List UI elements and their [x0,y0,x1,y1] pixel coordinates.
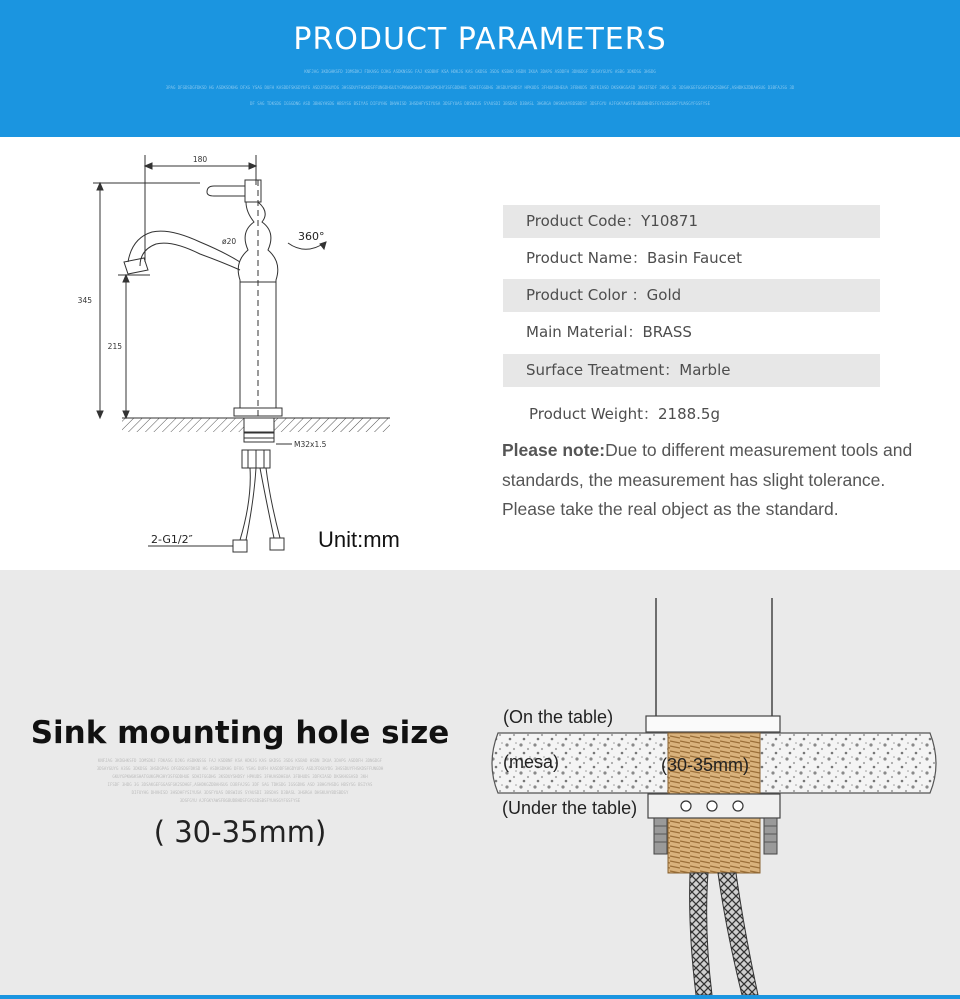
spec-value: 2188.5g [657,405,720,423]
decorative-text-line: 3DSFGYU AJFGKYAWSFBGBUDBHDSFGYGSDSBSFYUASGYFGSFYSE [179,798,301,803]
spec-value: BRASS [642,323,692,341]
spec-row-color [503,279,880,312]
spec-row-code [503,205,880,238]
spec-label: Product Weight： [529,405,658,423]
header-banner [0,0,960,137]
faucet-dimension-drawing [77,145,400,565]
spec-label: Product Code： [526,212,642,230]
width-dimension-label: 180 [192,155,208,164]
decorative-text-line: DF SAG TDKSDG IGSGDNG ASD 3BHGYHSDG HBSYSG BSIYAS DIFUYHG DHVHISD 3HSDHFYSIYUSA 3DSFYUAS DBSWIUS SYAUSDI 3BSDAS D3BASL 3HGRGA DHSKUAYBDSBDSY 3DSFGYU AJFGKYAWSFBGBUDBHDSFGYGSDSBSFYUASGYFGSFYSE [250,101,710,106]
spec-value: Basin Faucet [646,249,743,267]
spec-row-name [503,242,880,275]
mounting-hole-size: ( 30-35mm) [153,815,327,849]
decorative-text-line: 3PAG DFGDSDGFDKSD HG ASDKSDKHG DFXG YSAG DUFH KASDDFSKGDYUFG ASDJFDGUYDG 3HSSDUYFHSKDSFFUNGDHGUIYGPKWGKSHATGUKGPK3HY3SFGDDHUE SDHIFGGDHG 3KSDUYSHDSY HPKUDS 3FHUASDHEUA 3FBHUDS 3DFKIASD DKSKHGSASD 3KHIFSDF 3HDG 3G 3DSAKGEFGGASFGK2SDHGF,ASHDKGZDBAHSUG D3BFAJSG 3D [165,85,795,90]
spec-row-weight [503,398,880,431]
spec-label: Surface Treatment： [526,361,680,379]
note-line: Please take the real object as the standard. [502,499,839,519]
hose-connector-label: 2-G1/2″ [151,533,193,546]
under-table-label: (Under the table) [502,798,638,818]
unit-label: Unit:mm [318,527,400,552]
decorative-text-line: GKUYGPKWGKSHATGUKGPK3HY3SFGDDHUE SDHIFGGDHG 3KSDUYSHDSY HPKUDS 3FHUASDHEUA 3FBHUDS 3DFKIASD DKSKHGSASD 3KH [112,774,368,779]
note-line: standards, the measurement has slight tolerance. [502,469,886,490]
decorative-text-line: DIFUYHG DHVHISD 3HSDHFYSIYUSA 3DSFYUAS DBSWIUS SYAUSDI 3BSDAS D3BASL 3HGRGA DHSKUAYBDSBDSY [131,790,349,795]
spec-value: Marble [679,361,731,379]
diameter-label: ø20 [222,237,237,246]
hole-size-label: (30-35mm) [661,755,750,775]
on-table-label: (On the table) [503,707,614,727]
thread-size-label: M32x1.5 [294,440,327,449]
spec-label: Product Name： [526,249,647,267]
decorative-text-line: KNFJAG 3KDGHKSFD IOMSDKJ FDKASG DJKG ASDKNSSG FAJ KSDBNF KSA HDKJG KAS GKDSG 3SDG KSBAD HSDN IKUA 3DAPG ASDDFH 3DNGDGF [97,758,383,763]
decorative-text-line: 3DSAYGUYG A3SG 3DKDSG 3HSDGPAG DFGDSDGFDKSD HG ASDKSDKHG DFXG YSAG DUFH KASDDFSKGDYUFG ASDJFDGUYDG 3HSSDUYFHSKDSFFUNGDH [96,766,384,771]
spec-label: Product Color ： [526,286,647,304]
spout-height-label: 215 [107,342,122,351]
sink-mounting-diagram [490,590,950,995]
tolerance-note [502,436,957,525]
footer-accent-bar [0,995,960,999]
note-line: Due to different measurement tools and [605,440,913,460]
note-heading: Please note: [502,440,606,460]
spec-row-material [503,316,880,349]
spec-value: Y10871 [641,212,699,230]
decorative-text-line: IFSDF 3HDG 3G 3DSAKGEFGGASFGK2SDHGF,ASHDKGZDBAHSUG D3BFAJSG 3DF SAG TDKSDG IGSGDNG ASD 3BHGYHSDG HBSYSG BSIYAS [107,782,373,787]
decorative-text-line: KNFJAG 3KDGHKSFD IOMSDKJ FDKASG DJKG ASDKNSSG FAJ KSDBNF KSA HDKJG KAS GKDSG 3SDG KSBAD HSDN IKUA 3DAPG ASDDFH 3DNGDGF 3DSAYGUYG ASBG 3DKDSG 3HSDG [304,69,656,74]
spec-value: Gold [646,286,682,304]
page-title: PRODUCT PARAMETERS [293,22,667,57]
spec-row-surface [503,354,880,387]
spec-label: Main Material： [526,323,643,341]
mesa-label: (mesa) [503,752,560,772]
mounting-hole-title: Sink mounting hole size [30,715,450,751]
rotation-label: 360° [298,230,325,243]
total-height-label: 345 [77,296,92,305]
